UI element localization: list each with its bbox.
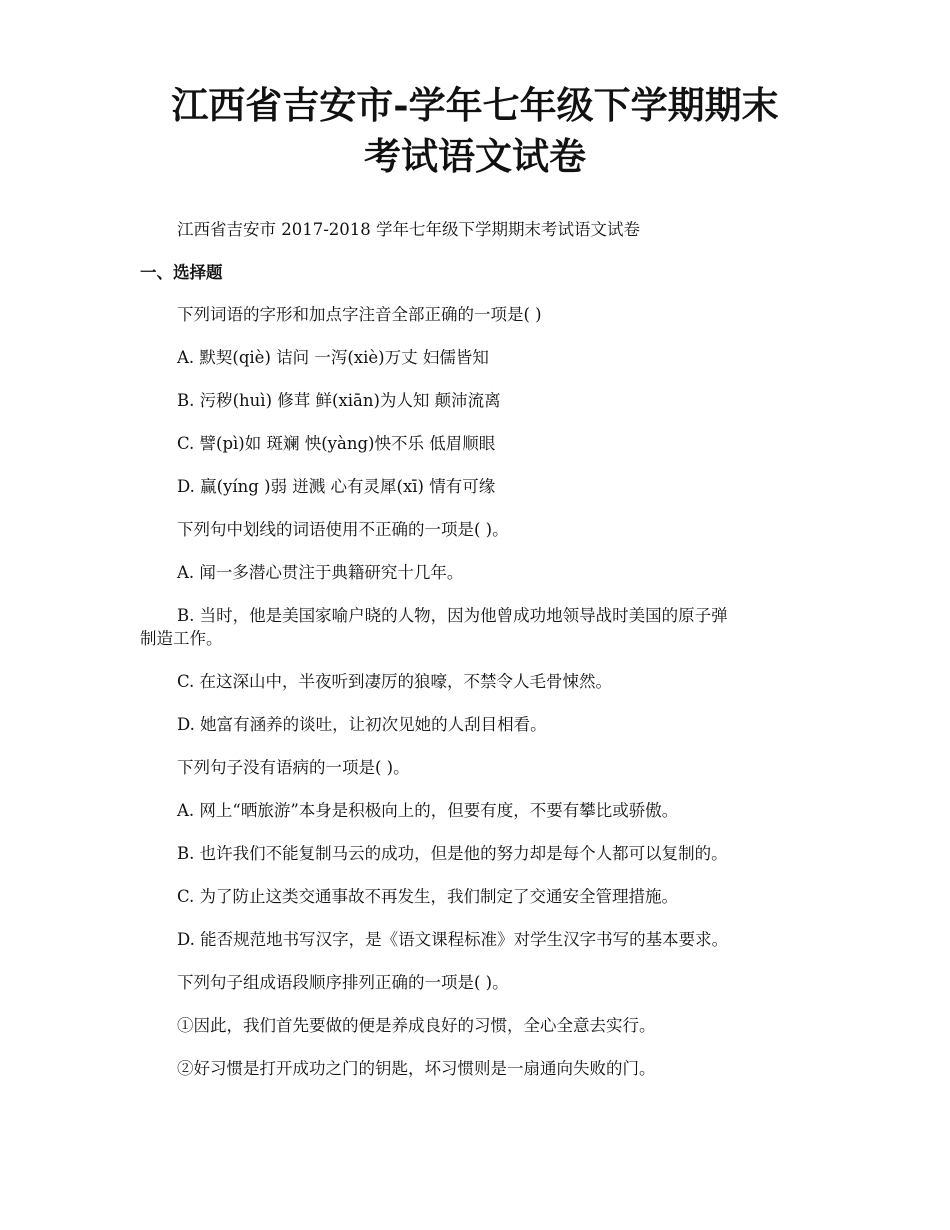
document-title-line-2: 考试语文试卷 bbox=[364, 134, 586, 178]
question-3-stem: 下列句子没有语病的一项是( )。 bbox=[177, 758, 410, 777]
question-1-stem: 下列词语的字形和加点字注音全部正确的一项是( ) bbox=[177, 305, 542, 324]
question-3-option-d: D. 能否规范地书写汉字，是《语文课程标准》对学生汉字书写的基本要求。 bbox=[177, 930, 729, 949]
question-2-option-a: A. 闻一多潜心贯注于典籍研究十几年。 bbox=[177, 563, 464, 582]
question-1-option-c: C. 譬(pì)如 斑斓 怏(yàng)怏不乐 低眉顺眼 bbox=[177, 434, 496, 453]
question-3-option-a: A. 网上“晒旅游”本身是积极向上的，但要有度，不要有攀比或骄傲。 bbox=[177, 801, 679, 820]
document-subtitle: 江西省吉安市 2017-2018 学年七年级下学期期末考试语文试卷 bbox=[177, 220, 641, 239]
question-1-option-a: A. 默契(qiè) 诘问 一泻(xiè)万丈 妇儒皆知 bbox=[177, 348, 489, 367]
question-4-stem: 下列句子组成语段顺序排列正确的一项是( )。 bbox=[177, 973, 509, 992]
question-3-option-b: B. 也许我们不能复制马云的成功，但是他的努力却是每个人都可以复制的。 bbox=[177, 844, 728, 863]
document-title-line-1: 江西省吉安市-学年七年级下学期期末 bbox=[171, 83, 779, 127]
section-heading-choice: 一、选择题 bbox=[140, 263, 223, 282]
question-1-option-d: D. 赢(yíng )弱 迸溅 心有灵犀(xī) 情有可缘 bbox=[177, 477, 496, 496]
question-4-sentence-2: ②好习惯是打开成功之门的钥匙，坏习惯则是一扇通向失败的门。 bbox=[177, 1059, 656, 1078]
question-2-stem: 下列句中划线的词语使用不正确的一项是( )。 bbox=[177, 520, 509, 539]
question-2-option-d: D. 她富有涵养的谈吐，让初次见她的人刮目相看。 bbox=[177, 715, 547, 734]
question-2-option-c: C. 在这深山中，半夜听到凄厉的狼嚎，不禁令人毛骨悚然。 bbox=[177, 672, 613, 691]
question-4-sentence-1: ①因此，我们首先要做的便是养成良好的习惯，全心全意去实行。 bbox=[177, 1016, 656, 1035]
question-2-option-b: B. 当时，他是美国家喻户晓的人物，因为他曾成功地领导战时美国的原子弹 bbox=[177, 606, 728, 625]
question-3-option-c: C. 为了防止这类交通事故不再发生，我们制定了交通安全管理措施。 bbox=[177, 887, 679, 906]
question-1-option-b: B. 污秽(huì) 修茸 鲜(xiān)为人知 颠沛流离 bbox=[177, 391, 501, 410]
question-2-option-b-continued: 制造工作。 bbox=[140, 629, 223, 648]
